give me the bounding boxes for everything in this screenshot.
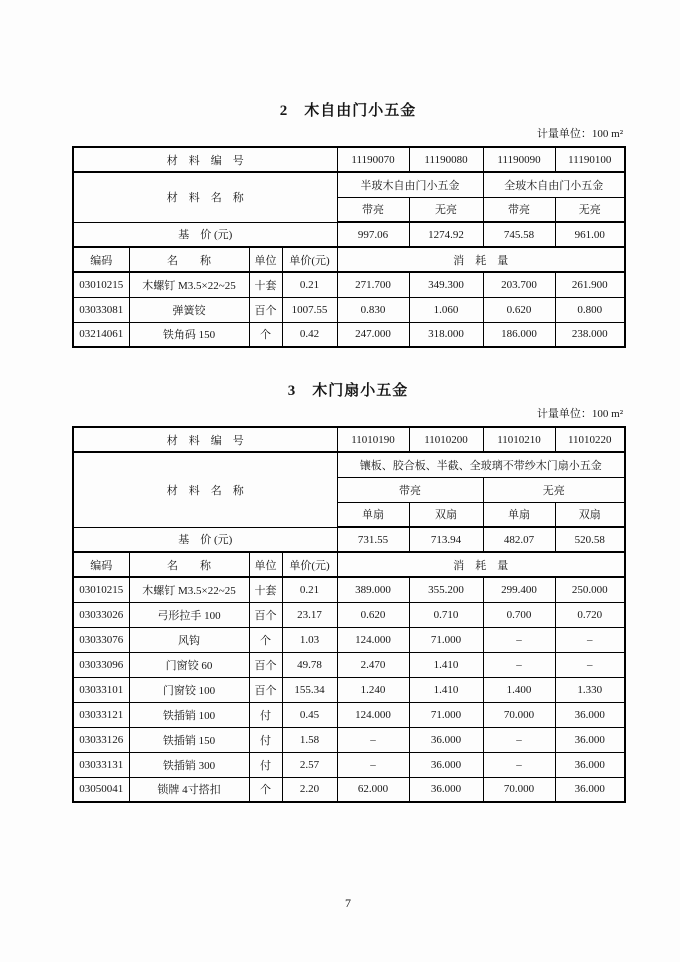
unit-price-cell: 0.42 <box>282 322 337 347</box>
name-cell: 铁插销 300 <box>129 752 249 777</box>
base-price-cell: 713.94 <box>409 527 483 552</box>
unit-price-cell: 1.58 <box>282 727 337 752</box>
unit-cell: 百个 <box>249 652 282 677</box>
code-cell: 03033096 <box>73 652 129 677</box>
material-name-label-cell: 材 料 名 称 <box>73 172 337 222</box>
consumption-value-cell: 0.800 <box>555 297 625 322</box>
name-cell: 门窗铰 60 <box>129 652 249 677</box>
code-cell: 03050041 <box>73 777 129 802</box>
consumption-value-cell: 318.000 <box>409 322 483 347</box>
consumption-value-cell: 1.240 <box>337 677 409 702</box>
unit-cell: 个 <box>249 777 282 802</box>
consumption-value-cell: 36.000 <box>555 752 625 777</box>
code-cell: 03010215 <box>73 577 129 602</box>
unit-header-cell: 单位 <box>249 247 282 272</box>
consumption-value-cell: 36.000 <box>409 777 483 802</box>
material-no-cell: 11190070 <box>337 147 409 172</box>
light-variant-cell: 带亮 <box>337 197 409 222</box>
consumption-header-cell: 消 耗 量 <box>337 552 625 577</box>
unit-cell: 百个 <box>249 297 282 322</box>
unit-price-cell: 0.21 <box>282 272 337 297</box>
table-row <box>73 602 625 627</box>
leaf-variant-cell: 单扇 <box>483 502 555 527</box>
material-no-cell: 11190080 <box>409 147 483 172</box>
consumption-value-cell: 261.900 <box>555 272 625 297</box>
base-price-cell: 731.55 <box>337 527 409 552</box>
base-price-cell: 997.06 <box>337 222 409 247</box>
product-name-cell: 镶板、胶合板、半截、全玻璃不带纱木门扇小五金 <box>337 452 625 477</box>
page-content <box>72 0 624 803</box>
light-variant-cell: 无亮 <box>409 197 483 222</box>
unit-cell: 百个 <box>249 602 282 627</box>
material-no-label-cell: 材 料 编 号 <box>73 147 337 172</box>
code-cell: 03033081 <box>73 297 129 322</box>
consumption-value-cell: 0.620 <box>483 297 555 322</box>
consumption-value-cell: 71.000 <box>409 702 483 727</box>
base-price-cell: 520.58 <box>555 527 625 552</box>
consumption-value-cell: 124.000 <box>337 702 409 727</box>
table-row <box>73 247 625 272</box>
table-row <box>73 147 625 172</box>
unit-cell: 百个 <box>249 677 282 702</box>
consumption-value-cell: 36.000 <box>409 727 483 752</box>
name-cell: 弓形拉手 100 <box>129 602 249 627</box>
unit-price-cell: 155.34 <box>282 677 337 702</box>
table-row <box>73 552 625 577</box>
consumption-value-cell: 2.470 <box>337 652 409 677</box>
group-name-cell: 全玻木自由门小五金 <box>483 172 625 197</box>
unit-price-cell: 2.57 <box>282 752 337 777</box>
material-no-cell: 11010200 <box>409 427 483 452</box>
consumption-value-cell: 1.410 <box>409 677 483 702</box>
consumption-value-cell: – <box>555 627 625 652</box>
light-variant-cell: 无亮 <box>483 477 625 502</box>
material-no-cell: 11190090 <box>483 147 555 172</box>
consumption-value-cell: 71.000 <box>409 627 483 652</box>
group-name-cell: 半玻木自由门小五金 <box>337 172 483 197</box>
name-cell: 门窗铰 100 <box>129 677 249 702</box>
table-row <box>73 297 625 322</box>
code-cell: 03010215 <box>73 272 129 297</box>
code-cell: 03033126 <box>73 727 129 752</box>
table-row <box>73 322 625 347</box>
unit-price-cell: 0.45 <box>282 702 337 727</box>
consumption-value-cell: 70.000 <box>483 777 555 802</box>
consumption-value-cell: 124.000 <box>337 627 409 652</box>
base-price-cell: 1274.92 <box>409 222 483 247</box>
name-cell: 铁插销 150 <box>129 727 249 752</box>
unit-header-cell: 单位 <box>249 552 282 577</box>
consumption-value-cell: – <box>483 752 555 777</box>
consumption-header-cell: 消 耗 量 <box>337 247 625 272</box>
consumption-value-cell: – <box>555 652 625 677</box>
consumption-value-cell: 36.000 <box>555 777 625 802</box>
consumption-value-cell: 1.410 <box>409 652 483 677</box>
base-price-cell: 482.07 <box>483 527 555 552</box>
table-row <box>73 677 625 702</box>
consumption-value-cell: – <box>483 727 555 752</box>
code-cell: 03033131 <box>73 752 129 777</box>
code-header-cell: 编码 <box>73 552 129 577</box>
consumption-value-cell: – <box>483 652 555 677</box>
consumption-value-cell: 36.000 <box>409 752 483 777</box>
consumption-value-cell: 0.620 <box>337 602 409 627</box>
consumption-value-cell: 389.000 <box>337 577 409 602</box>
table-wood-door-leaf-hardware <box>72 426 626 803</box>
unit-price-cell: 23.17 <box>282 602 337 627</box>
base-price-cell: 961.00 <box>555 222 625 247</box>
table-row <box>73 752 625 777</box>
table-wood-free-door-hardware <box>72 146 626 348</box>
consumption-value-cell: 0.830 <box>337 297 409 322</box>
consumption-value-cell: 349.300 <box>409 272 483 297</box>
name-cell: 锁牌 4寸搭扣 <box>129 777 249 802</box>
material-name-label-cell: 材 料 名 称 <box>73 452 337 527</box>
consumption-value-cell: 1.400 <box>483 677 555 702</box>
name-cell: 弹簧铰 <box>129 297 249 322</box>
consumption-value-cell: 1.330 <box>555 677 625 702</box>
unit-price-header-cell: 单价(元) <box>282 247 337 272</box>
unit-cell: 十套 <box>249 577 282 602</box>
light-variant-cell: 带亮 <box>483 197 555 222</box>
name-cell: 铁角码 150 <box>129 322 249 347</box>
name-header-cell: 名 称 <box>129 552 249 577</box>
material-no-cell: 11010210 <box>483 427 555 452</box>
consumption-value-cell: – <box>337 752 409 777</box>
material-no-cell: 11010190 <box>337 427 409 452</box>
name-header-cell: 名 称 <box>129 247 249 272</box>
section-title-wood-free-door: 2 木自由门小五金 <box>279 103 417 119</box>
unit-cell: 付 <box>249 702 282 727</box>
consumption-value-cell: 355.200 <box>409 577 483 602</box>
name-cell: 木螺钉 M3.5×22~25 <box>129 272 249 297</box>
unit-price-cell: 0.21 <box>282 577 337 602</box>
unit-cell: 十套 <box>249 272 282 297</box>
unit-cell: 个 <box>249 627 282 652</box>
code-cell: 03033121 <box>73 702 129 727</box>
page-number: 7 <box>345 896 351 910</box>
unit-cell: 个 <box>249 322 282 347</box>
table-row <box>73 427 625 452</box>
base-price-label-cell: 基 价 (元) <box>73 527 337 552</box>
table-row <box>73 577 625 602</box>
unit-price-cell: 1007.55 <box>282 297 337 322</box>
light-variant-cell: 带亮 <box>337 477 483 502</box>
name-cell: 铁插销 100 <box>129 702 249 727</box>
code-header-cell: 编码 <box>73 247 129 272</box>
table-row <box>73 652 625 677</box>
consumption-value-cell: – <box>483 627 555 652</box>
table-row <box>73 222 625 247</box>
consumption-value-cell: 36.000 <box>555 702 625 727</box>
leaf-variant-cell: 单扇 <box>337 502 409 527</box>
table-row <box>73 272 625 297</box>
material-no-cell: 11190100 <box>555 147 625 172</box>
material-no-cell: 11010220 <box>555 427 625 452</box>
consumption-value-cell: 0.710 <box>409 602 483 627</box>
code-cell: 03033101 <box>73 677 129 702</box>
consumption-value-cell: 0.720 <box>555 602 625 627</box>
consumption-value-cell: 62.000 <box>337 777 409 802</box>
consumption-value-cell: 186.000 <box>483 322 555 347</box>
unit-note: 计量单位：100 m² <box>536 128 623 140</box>
code-cell: 03033076 <box>73 627 129 652</box>
table-row <box>73 777 625 802</box>
consumption-value-cell: 247.000 <box>337 322 409 347</box>
consumption-value-cell: 238.000 <box>555 322 625 347</box>
unit-price-header-cell: 单价(元) <box>282 552 337 577</box>
base-price-label-cell: 基 价 (元) <box>73 222 337 247</box>
unit-cell: 付 <box>249 752 282 777</box>
name-cell: 木螺钉 M3.5×22~25 <box>129 577 249 602</box>
table-row <box>73 727 625 752</box>
consumption-value-cell: 0.700 <box>483 602 555 627</box>
leaf-variant-cell: 双扇 <box>555 502 625 527</box>
name-cell: 风钩 <box>129 627 249 652</box>
consumption-value-cell: 203.700 <box>483 272 555 297</box>
unit-note: 计量单位：100 m² <box>536 408 623 420</box>
table-row <box>73 527 625 552</box>
table-row <box>73 627 625 652</box>
consumption-value-cell: 1.060 <box>409 297 483 322</box>
light-variant-cell: 无亮 <box>555 197 625 222</box>
section-title-wood-door-leaf: 3 木门扇小五金 <box>287 383 409 399</box>
consumption-value-cell: 271.700 <box>337 272 409 297</box>
base-price-cell: 745.58 <box>483 222 555 247</box>
material-no-label-cell: 材 料 编 号 <box>73 427 337 452</box>
leaf-variant-cell: 双扇 <box>409 502 483 527</box>
table-row <box>73 702 625 727</box>
code-cell: 03214061 <box>73 322 129 347</box>
table-row <box>73 172 625 197</box>
consumption-value-cell: 36.000 <box>555 727 625 752</box>
unit-price-cell: 2.20 <box>282 777 337 802</box>
code-cell: 03033026 <box>73 602 129 627</box>
consumption-value-cell: 250.000 <box>555 577 625 602</box>
unit-price-cell: 49.78 <box>282 652 337 677</box>
consumption-value-cell: 299.400 <box>483 577 555 602</box>
consumption-value-cell: 70.000 <box>483 702 555 727</box>
table-row <box>73 452 625 477</box>
unit-cell: 付 <box>249 727 282 752</box>
unit-price-cell: 1.03 <box>282 627 337 652</box>
consumption-value-cell: – <box>337 727 409 752</box>
